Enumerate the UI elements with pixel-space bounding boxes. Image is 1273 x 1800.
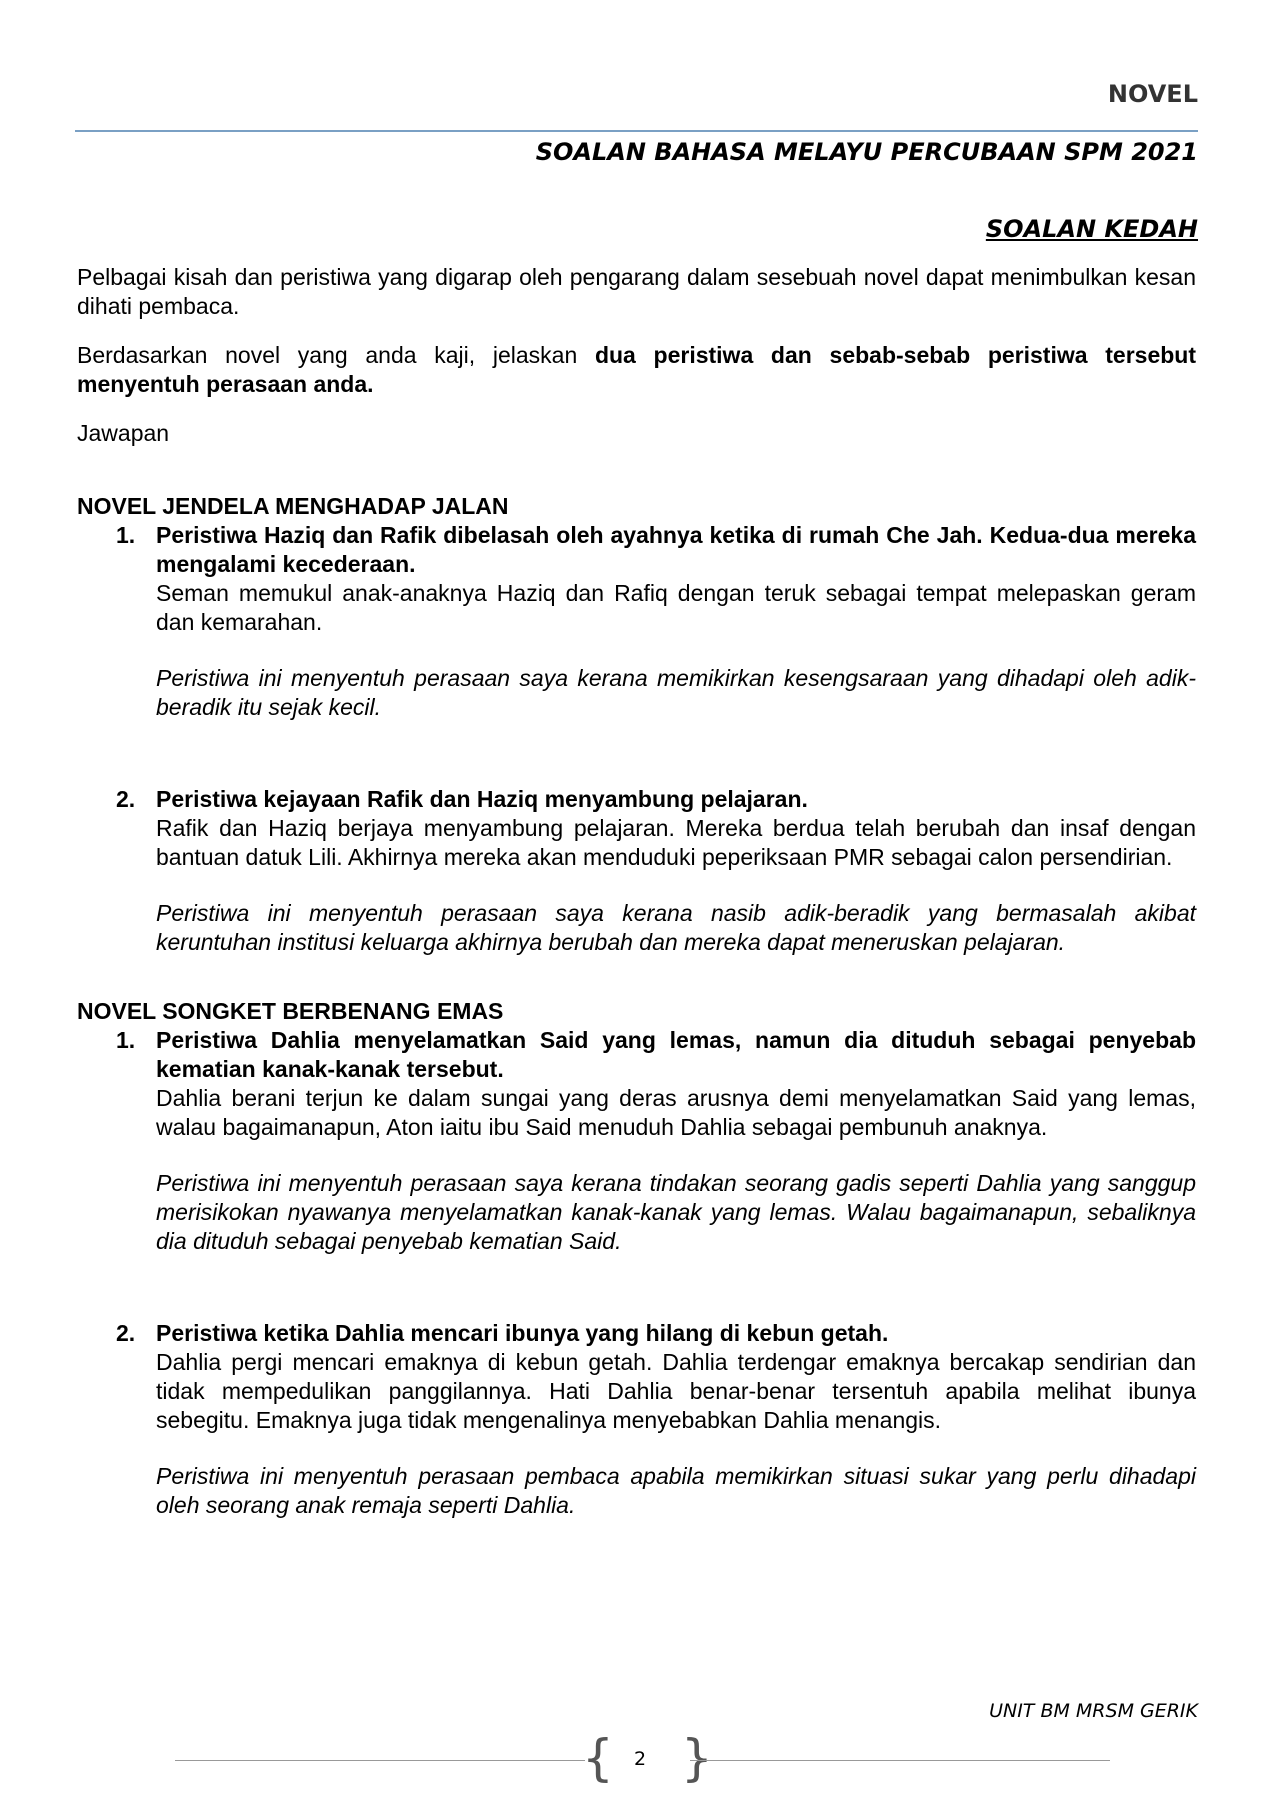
item-number: 1. xyxy=(116,522,136,548)
footer-unit: UNIT BM MRSM GERIK xyxy=(989,1700,1198,1722)
question-paragraph xyxy=(77,341,1196,399)
item-number: 2. xyxy=(116,786,136,812)
item-body: Seman memukul anak-anaknya Haziq dan Rafiq dengan teruk sebagai tempat melepaskan geram dan kemarahan. xyxy=(156,580,1196,635)
item-heading: Peristiwa Dahlia menyelamatkan Said yang lemas, namun dia dituduh sebagai penyebab kematian kanak-kanak tersebut. xyxy=(156,1027,1196,1082)
section-items xyxy=(77,1026,1196,1520)
footer-rule-right xyxy=(690,1760,1110,1761)
section-title: NOVEL SONGKET BERBENANG EMAS xyxy=(77,998,504,1024)
item-reflection: Peristiwa ini menyentuh perasaan saya kerana memikirkan kesengsaraan yang dihadapi oleh adik-beradik itu sejak kecil. xyxy=(156,665,1196,720)
document-body xyxy=(77,263,1196,1520)
section-title: NOVEL JENDELA MENGHADAP JALAN xyxy=(77,493,509,519)
header-divider xyxy=(75,130,1198,132)
list-item xyxy=(77,1319,1196,1520)
section-items xyxy=(77,521,1196,957)
item-heading: Peristiwa ketika Dahlia mencari ibunya yang hilang di kebun getah. xyxy=(156,1320,889,1346)
footer-rule-left xyxy=(175,1760,585,1761)
document-subtitle: SOALAN KEDAH xyxy=(985,215,1198,243)
page-number: 2 xyxy=(633,1748,647,1770)
item-number: 2. xyxy=(116,1320,136,1346)
item-body: Dahlia pergi mencari emaknya di kebun getah. Dahlia terdengar emaknya bercakap sendirian dan tidak mempedulikan panggilannya. Hati Dahlia benar-benar tersentuh apabila melihat ibunya sebegitu. Emaknya juga tidak mengenalinya menyebabkan Dahlia menangis. xyxy=(156,1349,1196,1433)
document-title: SOALAN BAHASA MELAYU PERCUBAAN SPM 2021 xyxy=(535,138,1198,166)
item-body: Dahlia berani terjun ke dalam sungai yang deras arusnya demi menyelamatkan Said yang lemas, walau bagaimanapun, Aton iaitu ibu Said menuduh Dahlia sebagai pembunuh anaknya. xyxy=(156,1085,1196,1140)
left-bracket-icon: { xyxy=(582,1729,614,1787)
item-heading: Peristiwa Haziq dan Rafik dibelasah oleh ayahnya ketika di rumah Che Jah. Kedua-dua mereka mengalami kecederaan. xyxy=(156,522,1196,577)
header-section-label: NOVEL xyxy=(1107,80,1198,108)
item-heading: Peristiwa kejayaan Rafik dan Haziq menyambung pelajaran. xyxy=(156,786,808,812)
item-body: Rafik dan Haziq berjaya menyambung pelajaran. Mereka berdua telah berubah dan insaf dengan bantuan datuk Lili. Akhirnya mereka akan menduduki peperiksaan PMR sebagai calon persendirian. xyxy=(156,815,1196,870)
question-prefix: Berdasarkan novel yang anda kaji, jelaskan xyxy=(77,342,595,368)
item-number: 1. xyxy=(116,1027,136,1053)
list-item xyxy=(77,521,1196,722)
item-reflection: Peristiwa ini menyentuh perasaan pembaca apabila memikirkan situasi sukar yang perlu dihadapi oleh seorang anak remaja seperti Dahlia. xyxy=(156,1463,1196,1518)
right-bracket-icon: } xyxy=(681,1729,713,1787)
item-reflection: Peristiwa ini menyentuh perasaan saya kerana nasib adik-beradik yang bermasalah akibat keruntuhan institusi keluarga akhirnya berubah dan mereka dapat meneruskan pelajaran. xyxy=(156,900,1196,955)
question-bold: dua peristiwa dan sebab-sebab peristiwa tersebut menyentuh perasaan anda. xyxy=(77,342,1196,397)
list-item xyxy=(77,785,1196,957)
answer-label: Jawapan xyxy=(77,420,170,446)
item-reflection: Peristiwa ini menyentuh perasaan saya kerana tindakan seorang gadis seperti Dahlia yang sanggup merisikokan nyawanya menyelamatkan kanak-kanak yang lemas. Walau bagaimanapun, sebaliknya dia dituduh sebagai penyebab kematian Said. xyxy=(156,1170,1196,1254)
intro-paragraph: Pelbagai kisah dan peristiwa yang digarap oleh pengarang dalam sesebuah novel dapat menimbulkan kesan dihati pembaca. xyxy=(77,264,1196,319)
list-item xyxy=(77,1026,1196,1256)
